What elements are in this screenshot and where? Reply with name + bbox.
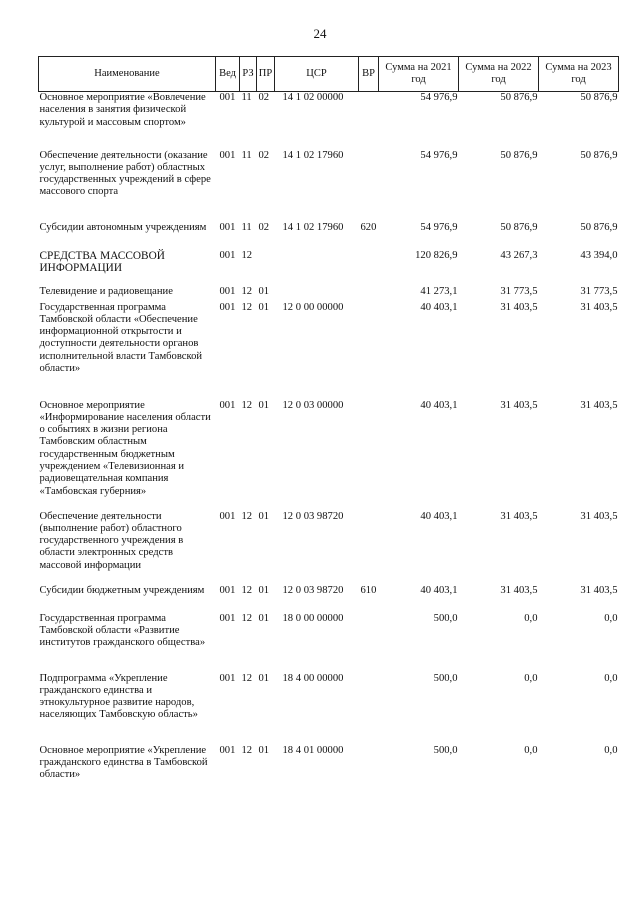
row-name: Основное мероприятие «Укрепление гражданского единства в Тамбовской области» xyxy=(39,744,208,781)
header-pr: ПР xyxy=(257,57,275,92)
row-sum-2021: 500,0 xyxy=(433,672,458,684)
row-pr: 01 xyxy=(258,510,270,522)
row-ved: 001 xyxy=(219,92,236,103)
header-ved: Вед xyxy=(216,57,240,92)
row-pr: 01 xyxy=(258,584,270,596)
row-sum-2023: 31 403,5 xyxy=(580,584,618,596)
row-rz: 12 xyxy=(241,612,253,624)
row-csr xyxy=(275,286,359,302)
row-sum-2021: 40 403,1 xyxy=(420,584,458,596)
row-vr xyxy=(359,286,379,302)
row-vr xyxy=(359,250,379,286)
row-ved: 001 xyxy=(219,221,236,233)
row-pr: 02 xyxy=(258,149,270,161)
row-sum-2021: 500,0 xyxy=(433,744,458,756)
row-rz: 12 xyxy=(241,285,253,297)
row-sum-2023: 0,0 xyxy=(604,744,618,756)
row-vr: 610 xyxy=(360,584,377,596)
header-sum-2023: Сумма на 2023 год xyxy=(539,57,619,92)
row-name: Обеспечение деятельности (оказание услуг, выполнение работ) областных государственных учреждений в сфере массового спорта xyxy=(39,149,211,198)
row-rz: 12 xyxy=(241,301,253,313)
row-ved: 001 xyxy=(219,149,236,161)
row-csr: 18 0 00 00000 xyxy=(282,612,344,624)
row-csr xyxy=(275,250,359,286)
row-sum-2023: 0,0 xyxy=(604,672,618,684)
row-sum-2022: 43 267,3 xyxy=(500,249,538,261)
row-csr: 14 1 02 17960 xyxy=(282,221,344,233)
row-rz: 12 xyxy=(241,510,253,522)
row-rz: 11 xyxy=(241,92,252,103)
row-csr: 18 4 01 00000 xyxy=(282,744,344,756)
row-pr: 01 xyxy=(258,672,270,684)
row-sum-2022: 0,0 xyxy=(524,672,538,684)
row-pr: 01 xyxy=(258,285,270,297)
row-sum-2022: 31 773,5 xyxy=(500,285,538,297)
row-vr: 620 xyxy=(360,221,377,233)
table-row xyxy=(39,302,619,400)
row-csr: 12 0 03 00000 xyxy=(282,399,344,411)
row-pr: 01 xyxy=(258,744,270,756)
row-pr: 01 xyxy=(258,612,270,624)
row-name: Основное мероприятие «Информирование населения области о событиях в жизни региона Тамбовским областным государственным бюджетным учреждением «Телевизионная и радиовещательная компания «Тамбовская губерния» xyxy=(39,399,211,497)
table-row xyxy=(39,250,619,286)
table-row xyxy=(39,150,619,222)
row-sum-2023: 31 403,5 xyxy=(580,510,618,522)
header-name: Наименование xyxy=(39,57,216,92)
row-sum-2021: 40 403,1 xyxy=(420,399,458,411)
row-pr: 02 xyxy=(258,221,270,233)
row-csr: 14 1 02 00000 xyxy=(282,92,344,103)
row-sum-2023: 43 394,0 xyxy=(580,249,618,261)
row-sum-2023: 50 876,9 xyxy=(580,149,618,161)
table-header-row xyxy=(39,57,619,92)
row-rz: 11 xyxy=(241,221,252,233)
row-csr: 14 1 02 17960 xyxy=(282,149,344,161)
row-csr: 12 0 00 00000 xyxy=(282,301,344,313)
table-row xyxy=(39,92,619,150)
row-sum-2022: 0,0 xyxy=(524,612,538,624)
row-sum-2022: 50 876,9 xyxy=(500,92,538,103)
row-name: Основное мероприятие «Вовлечение населения в занятия физической культурой и массовым спортом» xyxy=(39,92,206,128)
row-name: Телевидение и радиовещание xyxy=(39,285,173,297)
row-vr xyxy=(359,745,379,793)
header-sum-2022: Сумма на 2022 год xyxy=(459,57,539,92)
row-sum-2021: 120 826,9 xyxy=(415,249,458,261)
row-vr xyxy=(359,400,379,511)
row-vr xyxy=(359,673,379,745)
row-pr: 01 xyxy=(258,399,270,411)
row-pr: 02 xyxy=(258,92,270,103)
header-vr: ВР xyxy=(359,57,379,92)
row-vr xyxy=(359,613,379,673)
row-rz: 12 xyxy=(241,399,253,411)
table-row xyxy=(39,585,619,613)
table-row xyxy=(39,613,619,673)
row-rz: 12 xyxy=(241,249,253,261)
row-sum-2021: 500,0 xyxy=(433,612,458,624)
table-row xyxy=(39,286,619,302)
row-sum-2023: 0,0 xyxy=(604,612,618,624)
row-pr xyxy=(257,250,275,286)
row-sum-2021: 54 976,9 xyxy=(420,149,458,161)
row-rz: 12 xyxy=(241,672,253,684)
row-sum-2023: 50 876,9 xyxy=(580,221,618,233)
row-pr: 01 xyxy=(258,301,270,313)
row-name: Государственная программа Тамбовской области «Развитие институтов гражданского общества» xyxy=(39,612,206,649)
row-name: Подпрограмма «Укрепление гражданского единства и этнокультурное развитие народов, населяющих Тамбовскую область» xyxy=(39,672,198,721)
row-ved: 001 xyxy=(219,612,236,624)
row-sum-2022: 0,0 xyxy=(524,744,538,756)
row-ved: 001 xyxy=(219,584,236,596)
row-name: Обеспечение деятельности (выполнение работ) областного государственного учреждения в области электронных средств массовой информации xyxy=(39,510,184,571)
row-sum-2022: 31 403,5 xyxy=(500,301,538,313)
row-name: Субсидии автономным учреждениям xyxy=(39,221,207,233)
row-sum-2023: 31 403,5 xyxy=(580,399,618,411)
row-sum-2023: 31 403,5 xyxy=(580,301,618,313)
row-name: Государственная программа Тамбовской области «Обеспечение информационной открытости и доступности деятельности органов исполнительной власти Тамбовской области» xyxy=(39,301,203,374)
row-rz: 11 xyxy=(241,149,252,161)
table-row xyxy=(39,745,619,793)
row-sum-2022: 31 403,5 xyxy=(500,584,538,596)
row-sum-2022: 50 876,9 xyxy=(500,221,538,233)
header-sum-2021: Сумма на 2021 год xyxy=(379,57,459,92)
row-sum-2023: 31 773,5 xyxy=(580,285,618,297)
row-ved: 001 xyxy=(219,744,236,756)
row-sum-2021: 54 976,9 xyxy=(420,221,458,233)
table-row xyxy=(39,222,619,250)
row-rz: 12 xyxy=(241,744,253,756)
header-csr: ЦСР xyxy=(275,57,359,92)
header-rz: РЗ xyxy=(240,57,257,92)
row-sum-2021: 41 273,1 xyxy=(420,285,458,297)
row-vr xyxy=(359,511,379,585)
row-vr xyxy=(359,92,379,150)
row-ved: 001 xyxy=(219,301,236,313)
row-sum-2021: 40 403,1 xyxy=(420,510,458,522)
row-csr: 12 0 03 98720 xyxy=(282,584,344,596)
table-row xyxy=(39,400,619,511)
row-sum-2023: 50 876,9 xyxy=(580,92,618,103)
row-name: СРЕДСТВА МАССОВОЙ ИНФОРМАЦИИ xyxy=(39,249,165,274)
row-vr xyxy=(359,150,379,222)
row-csr: 12 0 03 98720 xyxy=(282,510,344,522)
row-vr xyxy=(359,302,379,400)
row-ved: 001 xyxy=(219,249,236,261)
row-csr: 18 4 00 00000 xyxy=(282,672,344,684)
row-rz: 12 xyxy=(241,584,253,596)
table-row xyxy=(39,511,619,585)
row-sum-2022: 31 403,5 xyxy=(500,510,538,522)
row-sum-2021: 54 976,9 xyxy=(420,92,458,103)
budget-table xyxy=(38,56,619,793)
row-ved: 001 xyxy=(219,285,236,297)
row-ved: 001 xyxy=(219,510,236,522)
row-ved: 001 xyxy=(219,672,236,684)
row-ved: 001 xyxy=(219,399,236,411)
table-row xyxy=(39,673,619,745)
row-sum-2021: 40 403,1 xyxy=(420,301,458,313)
page-number: 24 xyxy=(313,26,327,41)
row-sum-2022: 50 876,9 xyxy=(500,149,538,161)
row-name: Субсидии бюджетным учреждениям xyxy=(39,584,205,596)
row-sum-2022: 31 403,5 xyxy=(500,399,538,411)
